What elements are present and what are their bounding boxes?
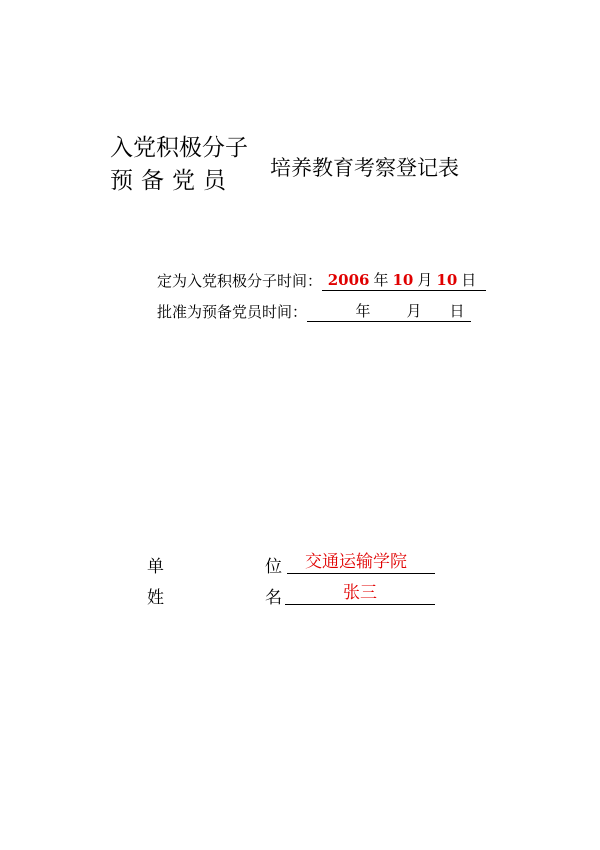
name-label-a: 姓 <box>147 588 164 608</box>
activist-year-unit: 年 <box>373 271 389 289</box>
probation-day-unit: 日 <box>449 302 465 320</box>
unit-value-field[interactable]: 交通运输学院 <box>287 552 435 574</box>
name-value-field[interactable]: 张三 <box>285 583 435 605</box>
unit-label-a: 单 <box>147 557 164 577</box>
probation-month-unit: 月 <box>406 302 422 320</box>
name-label-b: 名 <box>265 588 282 608</box>
activist-month-value: 10 <box>392 271 414 289</box>
activist-day-unit: 日 <box>461 271 477 289</box>
title-line-probationary: 预备党员 <box>110 168 234 194</box>
activist-year-value: 2006 <box>327 271 370 289</box>
probation-time-field[interactable] <box>307 302 471 322</box>
activist-time-field[interactable] <box>322 271 486 291</box>
probation-year-unit: 年 <box>355 302 371 320</box>
probation-time-row <box>157 301 471 322</box>
unit-label-b: 位 <box>265 557 282 577</box>
title-line-activist: 入党积极分子 <box>110 135 248 161</box>
title-form-name: 培养教育考察登记表 <box>270 156 459 180</box>
activist-time-row <box>157 270 486 291</box>
activist-time-label: 定为入党积极分子时间： <box>157 272 323 290</box>
activist-month-unit: 月 <box>417 271 433 289</box>
probation-time-label: 批准为预备党员时间： <box>157 303 308 321</box>
title-category <box>110 132 248 198</box>
activist-day-value: 10 <box>436 271 458 289</box>
